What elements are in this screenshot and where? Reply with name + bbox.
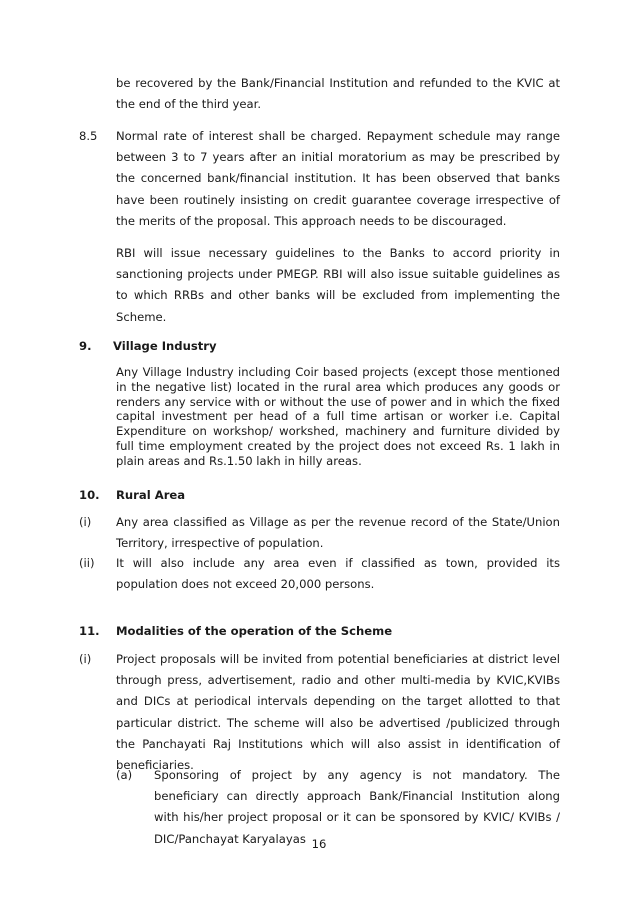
section-8-5-paragraph-2: RBI will issue necessary guidelines to the Banks to accord priority in sanctioning projects under PMEGP. RBI will also issue suitable guidelines as to which RRBs and other banks will be excluded from implementing the Scheme. (116, 246, 560, 324)
page-number: 16 (311, 837, 327, 851)
section-10-item-i-marker: (i) (79, 515, 92, 529)
section-11-sub-item-a-text: Sponsoring of project by any agency is not mandatory. The beneficiary can directly approach Bank/Financial Institution along with his/her project proposal or it can be sponsored by KVIC/ KVIBs / DIC/Panchayat Karyalayas (154, 768, 560, 846)
section-11-item-i-text: Project proposals will be invited from potential beneficiaries at district level through press, advertisement, radio and other multi-media by KVIC,KVIBs and DICs at periodical intervals depending on the target allotted to that particular district. The scheme will also be advertised /publicized through the Panchayati Raj Institutions which will also assist in identification of beneficiaries. (116, 652, 560, 773)
section-10-number: 10. (79, 488, 100, 502)
section-9-heading: Village Industry (113, 339, 217, 353)
section-8-5-number: 8.5 (79, 129, 98, 143)
section-8-5-paragraph-1: Normal rate of interest shall be charged. Repayment schedule may range between 3 to 7 years after an initial moratorium as may be prescribed by the concerned bank/financial institution. It has been observed that banks have been routinely insisting on credit guarantee coverage irrespective of the merits of the proposal. This approach needs to be discouraged. (116, 129, 560, 228)
section-11-number: 11. (79, 624, 100, 638)
section-11-sub-item-a-marker: (a) (116, 768, 133, 782)
section-9-number: 9. (79, 339, 92, 353)
section-10-heading: Rural Area (116, 488, 186, 502)
continued-paragraph: be recovered by the Bank/Financial Institution and refunded to the KVIC at the end of the third year. (116, 76, 560, 112)
section-11-item-i-marker: (i) (79, 652, 92, 666)
section-9-paragraph: Any Village Industry including Coir based projects (except those mentioned in the negative list) located in the rural area which produces any goods or renders any service with or without the use of power and in which the fixed capital investment per head of a full time artisan or worker i.e. Capital Expenditure on workshop/ workshed, machinery and furniture divided by full time employment created by the project does not exceed Rs. 1 lakh in plain areas and Rs.1.50 lakh in hilly areas. (116, 365, 560, 468)
section-11-heading: Modalities of the operation of the Scheme (116, 624, 393, 638)
section-10-item-ii-marker: (ii) (79, 556, 95, 570)
section-10-item-ii-text: It will also include any area even if classified as town, provided its population does not exceed 20,000 persons. (116, 556, 560, 592)
section-10-item-i-text: Any area classified as Village as per the revenue record of the State/Union Territory, irrespective of population. (116, 515, 560, 551)
